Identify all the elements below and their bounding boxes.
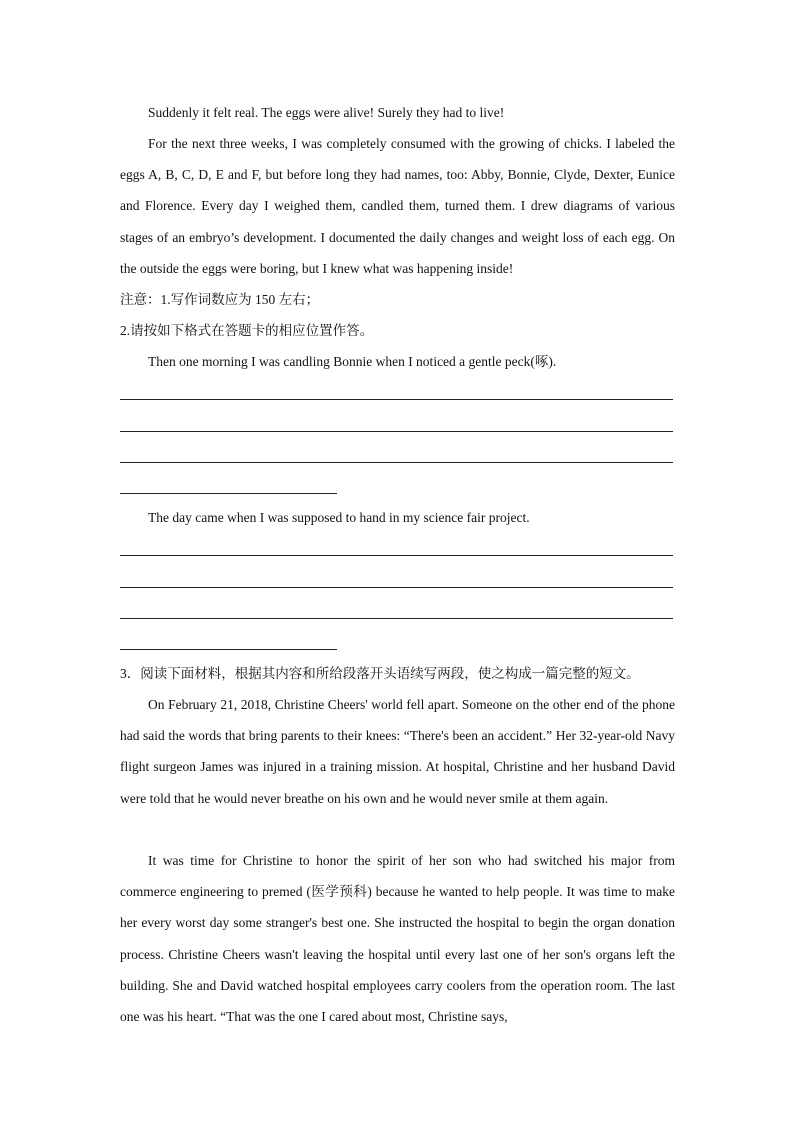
- passage1-paragraph-2: For the next three weeks, I was completely consumed with the growing of chicks. I labeled the eggs A, B, C, D, E and F, but before long they had names, too: Abby, Bonnie, Clyde, Dexter, Eunice and Florence. Every day I weighed them, candled them, turned them. I drew diagrams of various stages of an embryo’s development. I documented the daily changes and weight loss of each egg. On the outside the eggs were boring, but I knew what was happening inside!: [120, 136, 675, 276]
- note-word-count: 注意：1.写作词数应为 150 左右；: [120, 292, 320, 307]
- answer-line: [120, 587, 673, 588]
- answer-line: [120, 618, 673, 619]
- question-3-heading: 3．阅读下面材料，根据其内容和所给段落开头语续写两段，使之构成一篇完整的短文。: [120, 666, 640, 681]
- question-3-paragraph-2: It was time for Christine to honor the spirit of her son who had switched his major from commerce engineering to premed (医学预科) because he wanted to help people. It was time to make her every worst day some stranger's best one. She instructed the hospital to begin the organ donation process. Christine Cheers wasn't leaving the hospital until every last one of her son's organs left the building. She and David watched hospital employees carry coolers from the operation room. The last one was his heart. “That was the one I cared about most, Christine says,: [120, 853, 675, 1025]
- answer-line: [120, 399, 673, 400]
- answer-line: [120, 462, 673, 463]
- answer-line: [120, 493, 337, 494]
- answer-line: [120, 431, 673, 432]
- answer-line: [120, 649, 337, 650]
- note-answer-format: 2.请按如下格式在答题卡的相应位置作答。: [120, 323, 374, 338]
- continuation-prompt-2: The day came when I was supposed to hand in my science fair project.: [148, 510, 530, 525]
- passage1-paragraph-1: Suddenly it felt real. The eggs were alive! Surely they had to live!: [148, 105, 505, 120]
- continuation-prompt-1: Then one morning I was candling Bonnie when I noticed a gentle peck(啄).: [148, 354, 557, 369]
- question-3-paragraph-1: On February 21, 2018, Christine Cheers' world fell apart. Someone on the other end of the phone had said the words that bring parents to their knees: “There's been an accident.” Her 32-year-old Navy flight surgeon James was injured in a training mission. At hospital, Christine and her husband David were told that he would never breathe on his own and he would never smile at them again.: [120, 697, 675, 806]
- answer-line: [120, 555, 673, 556]
